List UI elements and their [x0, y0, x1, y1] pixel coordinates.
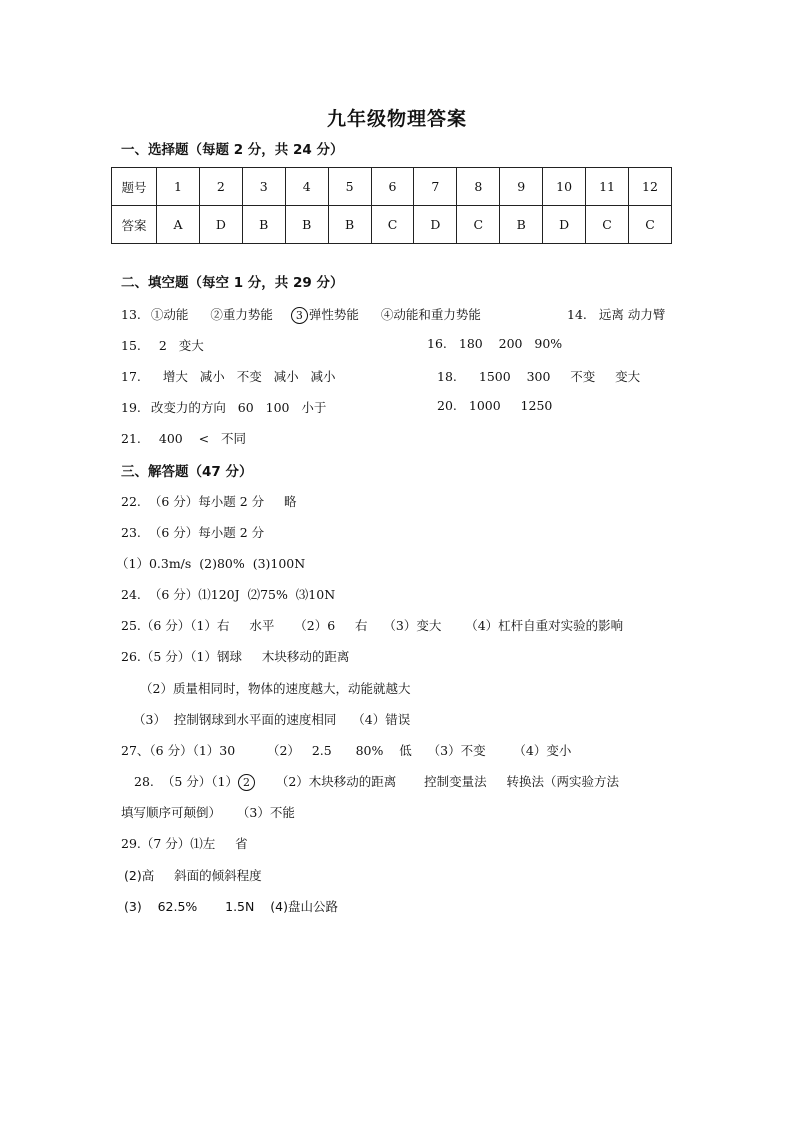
answer-line-21: 21. 400 < 不同 [121, 431, 247, 446]
table-cell: C [371, 206, 414, 244]
answer-line-23: 23. （6 分）每小题 2 分 [121, 525, 265, 540]
answer-line-20: 20. 1000 1250 [437, 398, 553, 413]
table-cell: 7 [414, 168, 457, 206]
table-cell: C [628, 206, 671, 244]
answer-line-28: 28. （5 分）（1） 2 （2）木块移动的距离 控制变量法 转换法（两实验方法 [134, 774, 619, 789]
answer-line-25: 25.（6 分）（1）右 水平 （2）6 右 （3）变大 （4）杠杆自重对实验的影响 [121, 618, 624, 633]
answer-line-24: 24. （6 分）⑴120J ⑵75% ⑶10N [121, 587, 336, 602]
circled-number-icon: 3 [291, 307, 308, 324]
table-row-numbers [112, 168, 672, 206]
table-cell: C [457, 206, 500, 244]
table-header-cell: 答案 [112, 206, 157, 244]
section-heading-fill-in: 二、填空题（每空 1 分，共 29 分） [121, 275, 344, 291]
answer-line-23-sub: （1）0.3m/s (2)80% (3)100N [116, 556, 306, 571]
answer-line-17: 17. 增大 减小 不变 减小 减小 [121, 369, 336, 384]
table-cell: 4 [285, 168, 328, 206]
table-cell: 8 [457, 168, 500, 206]
answer-line-28-b: 填写顺序可颠倒） （3）不能 [121, 805, 295, 820]
answer-line-29-b: (3) 62.5% 1.5N (4)盘山公路 [124, 899, 338, 914]
table-cell: 1 [157, 168, 200, 206]
table-cell: C [586, 206, 629, 244]
answer-line-19: 19. 改变力的方向 60 100 小于 [121, 400, 327, 415]
table-cell: B [500, 206, 543, 244]
table-cell: 10 [543, 168, 586, 206]
table-cell: B [328, 206, 371, 244]
table-header-cell: 题号 [112, 168, 157, 206]
answer-line-26-a: （2）质量相同时，物体的速度越大，动能就越大 [140, 681, 411, 696]
answer-line-26-b: （3） 控制钢球到水平面的速度相同 （4）错误 [133, 712, 411, 727]
answer-line-18: 18. 1500 300 不变 变大 [437, 369, 641, 384]
table-cell: B [242, 206, 285, 244]
answer-line-29: 29.（7 分）⑴左 省 [121, 836, 248, 851]
table-cell: 6 [371, 168, 414, 206]
section-heading-solutions: 三、解答题（47 分） [121, 464, 253, 480]
answer-line-29-a: (2)高 斜面的倾斜程度 [124, 868, 262, 883]
answer-line-27: 27、（6 分）（1）30 （2） 2.5 80% 低 （3）不变 （4）变小 [121, 743, 572, 758]
table-cell: 3 [242, 168, 285, 206]
table-cell: D [414, 206, 457, 244]
table-cell: A [157, 206, 200, 244]
section-heading-multiple-choice: 一、选择题（每题 2 分，共 24 分） [121, 142, 344, 158]
circled-number-icon: 2 [238, 774, 255, 791]
answer-table [111, 167, 672, 244]
answer-line-13: 13. ①动能 ②重力势能 3 弹性势能 ④动能和重力势能 [121, 307, 481, 322]
table-cell: B [285, 206, 328, 244]
answer-line-22: 22. （6 分）每小题 2 分 略 [121, 494, 297, 509]
table-cell: D [199, 206, 242, 244]
table-cell: 12 [628, 168, 671, 206]
table-cell: 2 [199, 168, 242, 206]
answer-line-14: 14. 远离 动力臂 [567, 307, 666, 322]
answer-line-26: 26.（5 分）（1）钢球 木块移动的距离 [121, 649, 350, 664]
answer-line-15: 15. 2 变大 [121, 338, 204, 353]
table-cell: 11 [586, 168, 629, 206]
answer-line-16: 16. 180 200 90% [427, 336, 563, 351]
table-cell: D [543, 206, 586, 244]
table-cell: 5 [328, 168, 371, 206]
table-cell: 9 [500, 168, 543, 206]
table-row-answers [112, 206, 672, 244]
page-title: 九年级物理答案 [326, 108, 467, 130]
